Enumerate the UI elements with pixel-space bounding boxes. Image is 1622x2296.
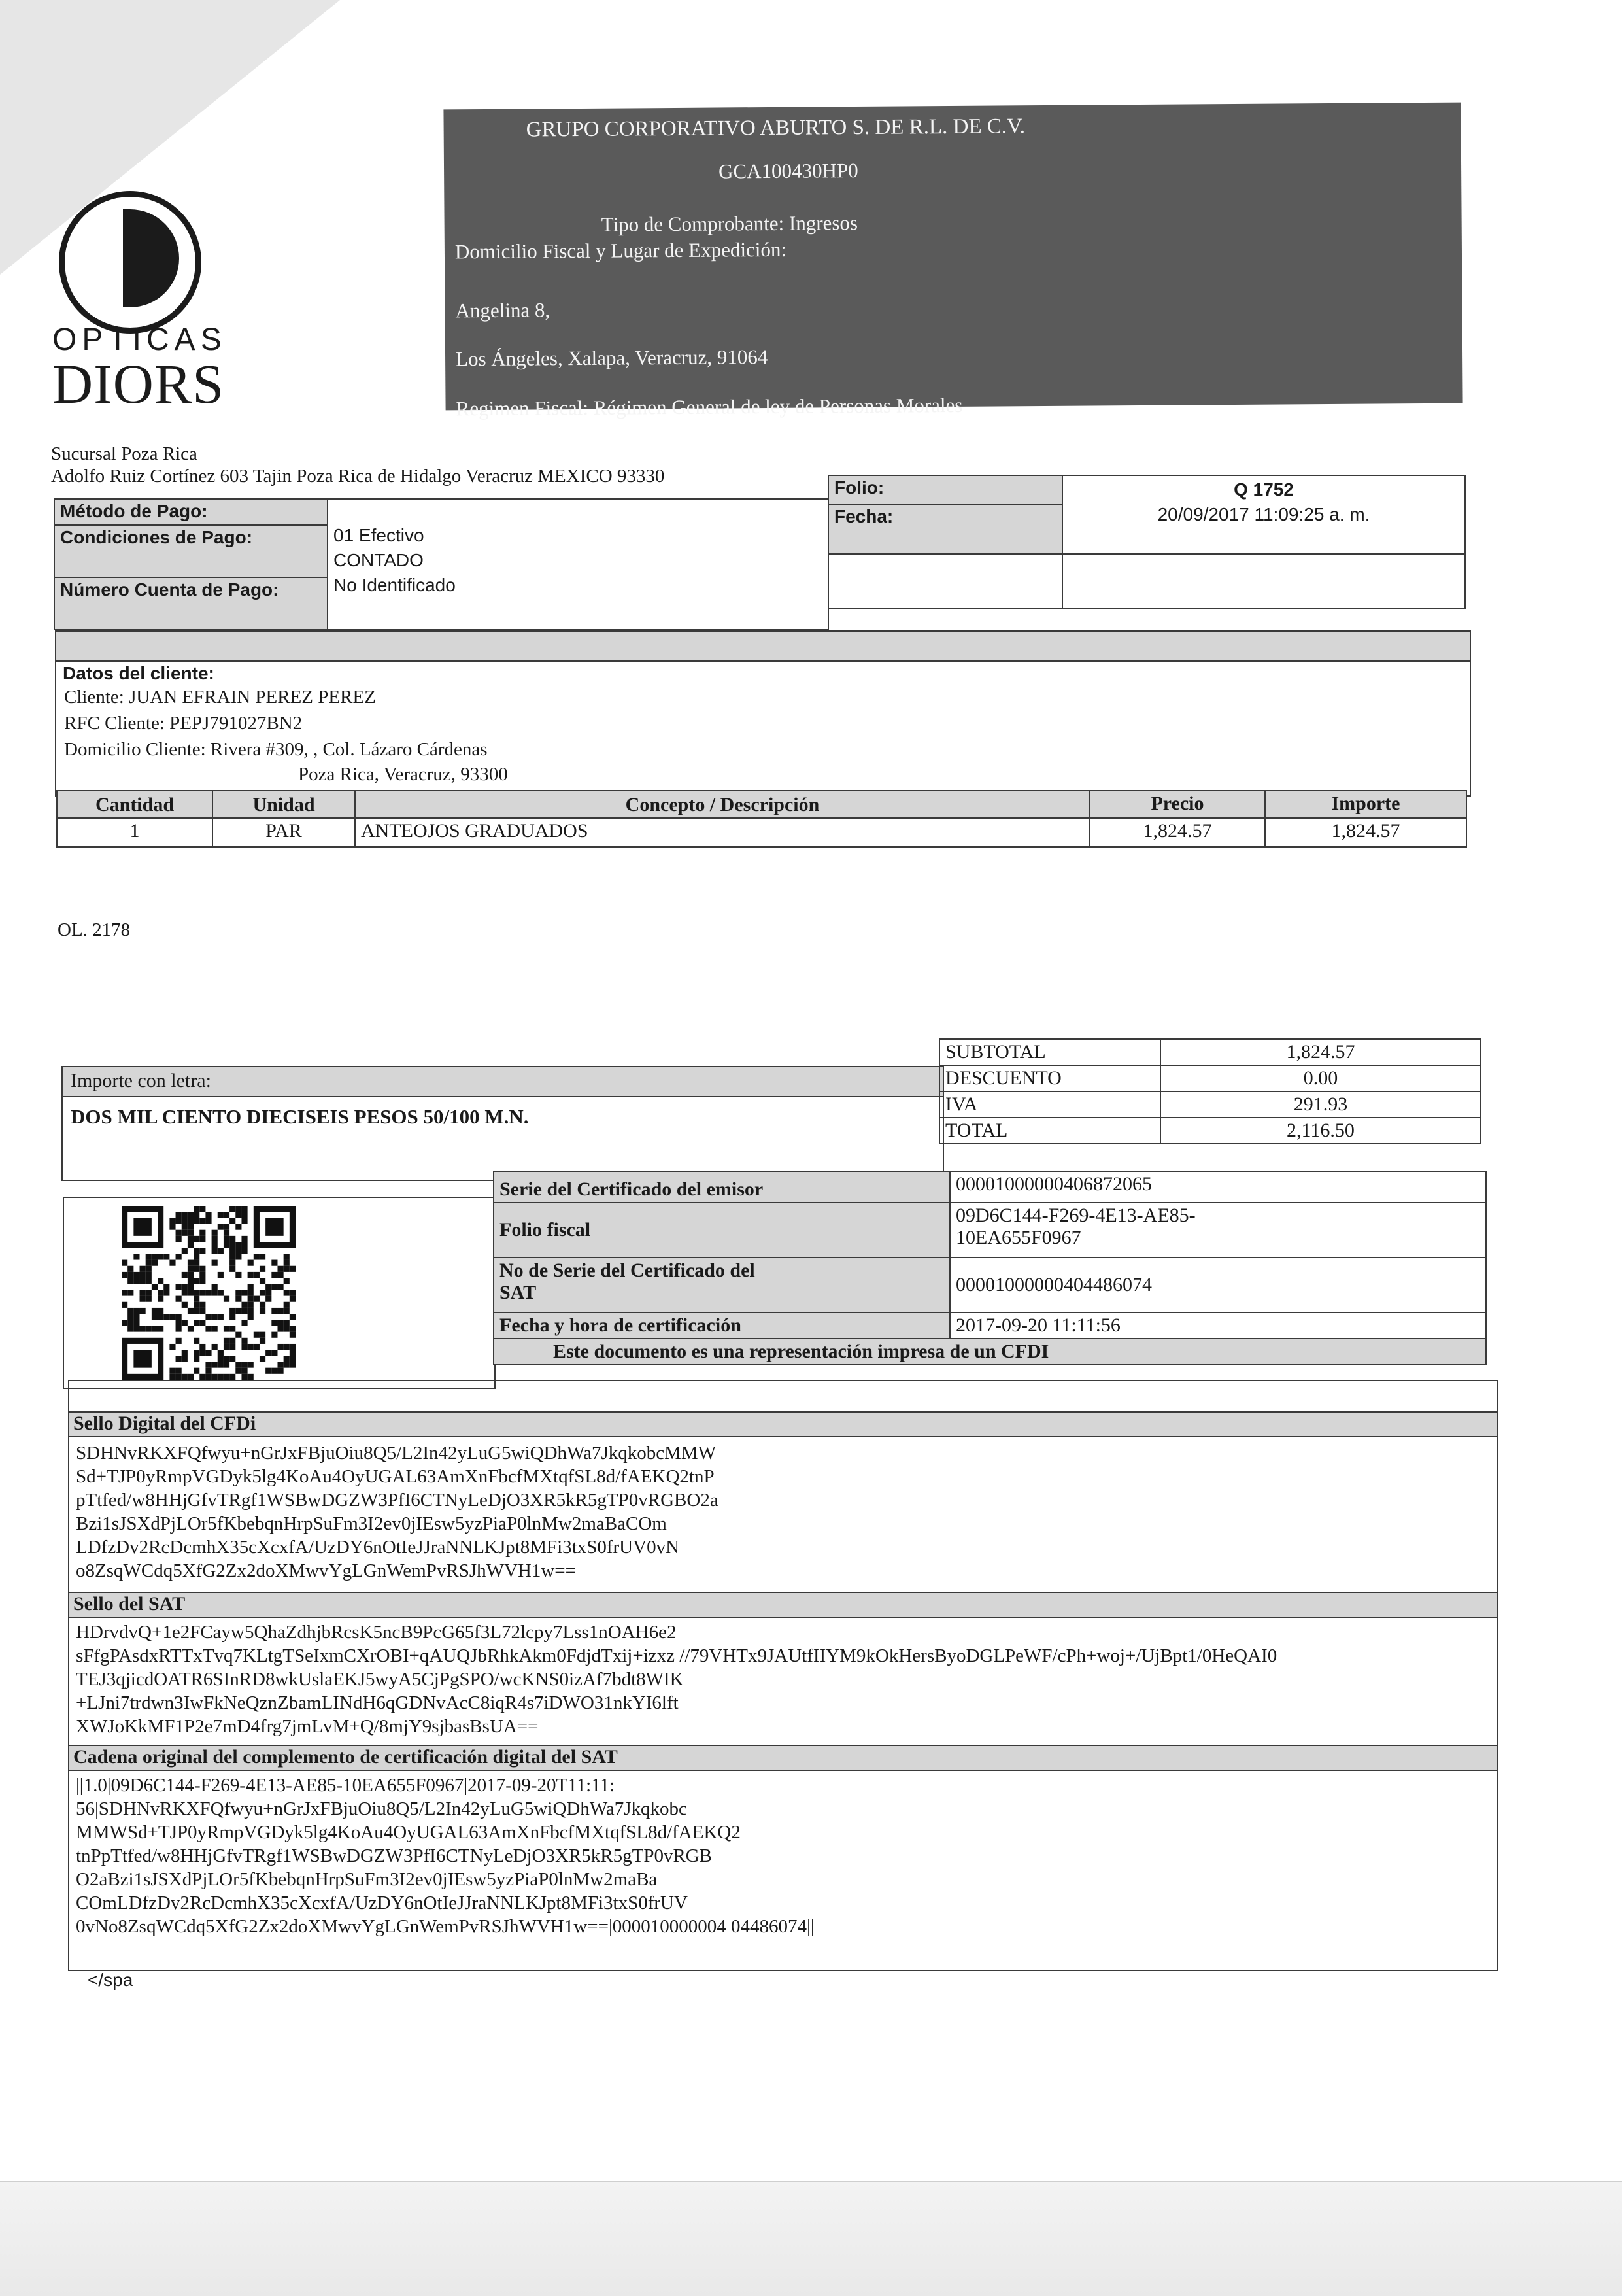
client-name: Cliente: JUAN EFRAIN PEREZ PEREZ (64, 687, 376, 708)
client-address: Domicilio Cliente: Rivera #309, , Col. Lázaro Cárdenas (64, 739, 488, 760)
serie-sat-label-2: SAT (499, 1282, 537, 1303)
folio-table (828, 475, 1466, 609)
regimen-fiscal: Regimen Fiscal: Régimen General de ley de Personas Morales (456, 393, 963, 420)
col-cantidad: Cantidad (57, 791, 212, 818)
amount-in-words-value: DOS MIL CIENTO DIECISEIS PESOS 50/100 M.N. (71, 1105, 529, 1128)
sucursal-address: Adolfo Ruiz Cortínez 603 Tajin Poza Rica de Hidalgo Veracruz MEXICO 93330 (51, 466, 665, 487)
item-concepto: ANTEOJOS GRADUADOS (355, 818, 1090, 847)
cadena-sat-label: Cadena original del complemento de certificación digital del SAT (69, 1745, 1497, 1771)
descuento-value: 0.00 (1160, 1065, 1481, 1091)
subtotal-value: 1,824.57 (1160, 1039, 1481, 1065)
cfdi-legend: Este documento es una representación impresa de un CFDI (494, 1339, 1486, 1365)
sello-cfdi-line: Sd+TJP0yRmpVGDyk5lg4KoAu4OyUGAL63AmXnFbcfMXtqfSL8d/fAEKQ2tnP (76, 1466, 715, 1487)
sello-sat-lines (76, 1620, 1277, 1738)
col-precio: Precio (1090, 791, 1265, 818)
folio-blank-cell (828, 554, 1062, 609)
metodo-pago-label: Método de Pago: (54, 499, 328, 525)
metodo-pago-value: 01 Efectivo (333, 525, 424, 545)
cadena-sat-lines (76, 1773, 815, 1938)
table-row (57, 818, 1466, 847)
serie-sat-value: 00001000000404486074 (950, 1258, 1486, 1312)
fecha-label: Fecha: (828, 504, 1062, 554)
iva-label: IVA (939, 1091, 1160, 1118)
logo-text-bottom: DIORS (52, 352, 225, 415)
fecha-cert-label: Fecha y hora de certificación (494, 1312, 950, 1339)
cadena-sat-line: O2aBzi1sJSXdPjLOr5fKbebqnHrpSuFm3I2ev0jIEsw5yzPiaP0lnMw2maBa (76, 1869, 658, 1890)
amount-in-words-label: Importe con letra: (71, 1070, 211, 1091)
payment-info-table (54, 498, 829, 630)
footer-tag: </spa (88, 1970, 133, 1990)
sello-cfdi-line: SDHNvRKXFQfwyu+nGrJxFBjuOiu8Q5/L2In42yLuG5wiQDhWa7JkqkobcMMW (76, 1443, 717, 1464)
cuenta-pago-label: Número Cuenta de Pago: (54, 577, 328, 630)
folio-label: Folio: (828, 475, 1062, 504)
cadena-sat-line: ||1.0|09D6C144-F269-4E13-AE85-10EA655F0967|2017-09-20T11:11: (76, 1775, 615, 1796)
client-city: Poza Rica, Veracruz, 93300 (298, 764, 508, 785)
issuer-rfc: GCA100430HP0 (718, 159, 858, 183)
serie-sat-label-1: No de Serie del Certificado del (499, 1259, 755, 1281)
comprobante-type: Tipo de Comprobante: Ingresos (601, 211, 858, 236)
sello-cfdi-line: Bzi1sJSXdPjLOr5fKbebqnHrpSuFm3I2ev0jIEsw5yzPiaP0lnMw2maBaCOm (76, 1513, 667, 1534)
issuer-city: Los Ángeles, Xalapa, Veracruz, 91064 (455, 345, 768, 371)
descuento-label: DESCUENTO (939, 1065, 1160, 1091)
items-table (56, 790, 1467, 848)
order-note: OL. 2178 (58, 919, 131, 940)
sello-cfdi-line: LDfzDv2RcDcmhX35cXcxfA/UzDY6nOtIeJJraNNLKJpt8MFi3txS0frUV0vN (76, 1537, 680, 1558)
payment-values (328, 499, 828, 630)
total-value: 2,116.50 (1160, 1118, 1481, 1144)
item-importe: 1,824.57 (1265, 818, 1466, 847)
sello-sat-line: +LJni7trdwn3IwFkNeQznZbamLINdH6qGDNvAcC8iqR4s7iDWO31nkYI6lft (76, 1692, 679, 1713)
sello-cfdi-line: o8ZsqWCdq5XfG2Zx2doXMwvYgLGnWemPvRSJhWVH1w== (76, 1560, 577, 1581)
folio-fiscal-label: Folio fiscal (494, 1203, 950, 1258)
qr-code-icon (116, 1206, 301, 1380)
sello-sat-label: Sello del SAT (69, 1592, 1497, 1618)
cadena-sat-line: COmLDfzDv2RcDcmhX35cXcxfA/UzDY6nOtIeJJraNNLKJpt8MFi3txS0frUV (76, 1893, 688, 1913)
col-importe: Importe (1265, 791, 1466, 818)
fecha-value: 20/09/2017 11:09:25 a. m. (1157, 504, 1370, 524)
col-concepto: Concepto / Descripción (355, 791, 1090, 818)
folio-fiscal-value (950, 1203, 1486, 1258)
sello-sat-line: XWJoKkMF1P2e7mD4frg7jmLvM+Q/8mjY9sjbasBsUA== (76, 1716, 539, 1737)
issuer-header (443, 103, 1462, 420)
item-cantidad: 1 (57, 818, 212, 847)
sello-cfdi-line: pTtfed/w8HHjGfvTRgf1WSBwDGZW3PfI6CTNyLeDjO3XR5kR5gTP0vRGBO2a (76, 1490, 718, 1511)
client-data-box (55, 630, 1471, 797)
domicilio-fiscal-label: Domicilio Fiscal y Lugar de Expedición: (454, 237, 787, 264)
client-header-bar (56, 632, 1470, 662)
cuenta-pago-value: No Identificado (333, 575, 456, 595)
client-rfc: RFC Cliente: PEPJ791027BN2 (64, 713, 303, 734)
folio-blank-cell-2 (1062, 554, 1465, 609)
sello-cfdi-label: Sello Digital del CFDi (69, 1411, 1497, 1437)
condiciones-pago-label: Condiciones de Pago: (54, 525, 328, 577)
sucursal-name: Sucursal Poza Rica (51, 443, 197, 464)
cadena-sat-line: 56|SDHNvRKXFQfwyu+nGrJxFBjuOiu8Q5/L2In42yLuG5wiQDhWa7Jkqkobc (76, 1798, 687, 1819)
cadena-sat-line: tnPpTtfed/w8HHjGfvTRgf1WSBwDGZW3PfI6CTNyLeDjO3XR5kR5gTP0vRGB (76, 1845, 713, 1866)
condiciones-pago-value: CONTADO (333, 550, 424, 570)
serie-sat-label (494, 1258, 950, 1312)
issuer-street: Angelina 8, (455, 298, 550, 322)
logo-text-top: OPTICAS (52, 322, 227, 357)
totals-table (939, 1038, 1481, 1144)
cadena-sat-line: 0vNo8ZsqWCdq5XfG2Zx2doXMwvYgLGnWemPvRSJhWVH1w==|000010000004 04486074|| (76, 1916, 815, 1937)
qr-box (63, 1197, 496, 1389)
client-section-label: Datos del cliente: (63, 663, 214, 683)
serie-emisor-label: Serie del Certificado del emisor (494, 1171, 950, 1203)
iva-value: 291.93 (1160, 1091, 1481, 1118)
sello-sat-line: HDrvdvQ+1e2FCayw5QhaZdhjbRcsK5ncB9PcG65f3L72lcpy7Lss1nOAH6e2 (76, 1622, 677, 1643)
subtotal-label: SUBTOTAL (939, 1039, 1160, 1065)
sello-sat-line: sFfgPAsdxRTTxTvq7KLtgTSeIxmCXrOBI+qAUQJbRhkAkm0FdjdTxij+izxz //79VHTx9JAUtfIIYM9kOkHersByoDGLPeWF/cPh+woj+/UjBpt1/0HeQAI0 (76, 1645, 1277, 1666)
item-unidad: PAR (212, 818, 355, 847)
serie-emisor-value: 00001000000406872065 (950, 1171, 1486, 1203)
digital-seals-box (68, 1380, 1498, 1971)
folio-fiscal-value-2: 10EA655F0967 (956, 1227, 1081, 1248)
folio-values (1062, 475, 1465, 554)
sello-sat-line: TEJ3qjicdOATR6SInRD8wkUslaEKJ5wyA5CjPgSPO/wcKNS0izAf7bdt8WIK (76, 1669, 684, 1690)
page-bottom-edge (0, 2181, 1622, 2296)
item-precio: 1,824.57 (1090, 818, 1265, 847)
total-label: TOTAL (939, 1118, 1160, 1144)
amount-in-words-box (61, 1066, 944, 1181)
folio-fiscal-value-1: 09D6C144-F269-4E13-AE85- (956, 1205, 1196, 1226)
opticas-diors-logo (52, 191, 227, 415)
folio-value: Q 1752 (1234, 479, 1294, 500)
cadena-sat-line: MMWSd+TJP0yRmpVGDyk5lg4KoAu4OyUGAL63AmXnFbcfMXtqfSL8d/fAEKQ2 (76, 1822, 741, 1843)
certificate-table (493, 1171, 1487, 1365)
col-unidad: Unidad (212, 791, 355, 818)
sello-cfdi-lines (76, 1441, 718, 1583)
issuer-company-name: GRUPO CORPORATIVO ABURTO S. DE R.L. DE C.V. (526, 114, 1026, 142)
fecha-cert-value: 2017-09-20 11:11:56 (950, 1312, 1486, 1339)
